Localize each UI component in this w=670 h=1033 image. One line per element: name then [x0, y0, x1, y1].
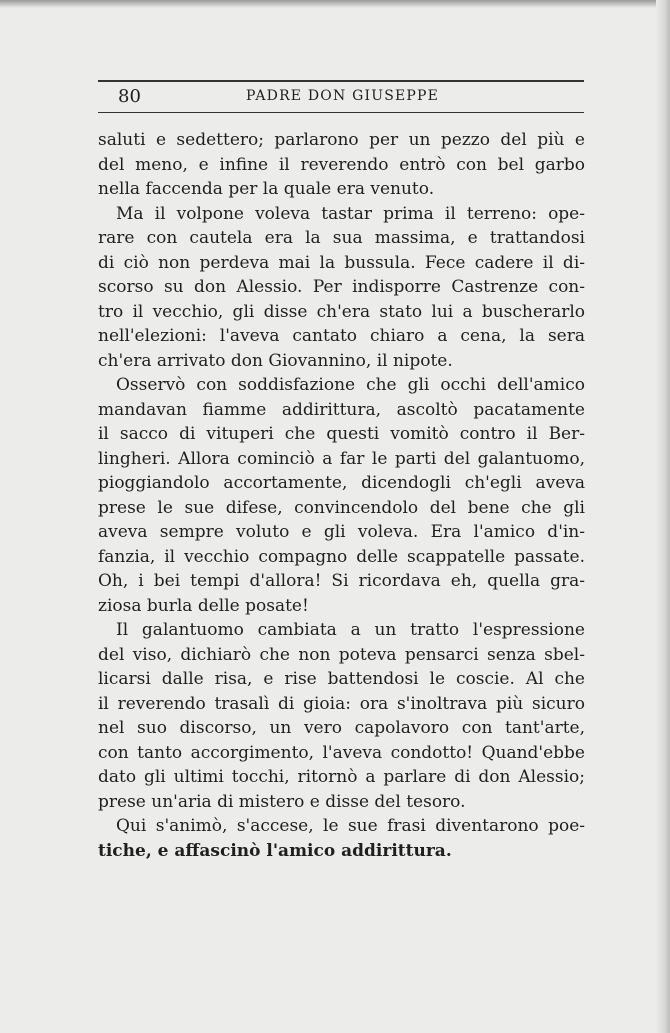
text-line: Osservò con soddisfazione che gli occhi dell'amico	[116, 375, 585, 395]
text-line: scorso su don Alessio. Per indisporre Castrenze con-	[98, 277, 585, 297]
text-line: con tanto accorgimento, l'aveva condotto! Quand'ebbe	[98, 742, 585, 763]
page-top-shadow	[0, 0, 670, 8]
text-line: nella faccenda per la quale era venuto.	[98, 179, 435, 199]
text-line: saluti e sedettero; parlarono per un pezzo del più e	[98, 130, 585, 150]
running-title: PADRE DON GIUSEPPE	[246, 88, 440, 104]
text-line: il sacco di vituperi che questi vomitò contro il Ber-	[98, 424, 585, 444]
text-line: dato gli ultimi tocchi, ritornò a parlare di don Alessio;	[98, 767, 585, 787]
text-line: rare con cautela era la sua massima, e trattandosi	[98, 228, 585, 248]
text-line: pioggiandolo accortamente, dicendogli ch'egli aveva	[98, 473, 585, 493]
text-line: Qui s'animò, s'accese, le sue frasi diventarono poe-	[116, 816, 585, 836]
text-line: il reverendo trasalì di gioia: ora s'inoltrava più sicuro	[98, 693, 585, 714]
text-line: del meno, e infine il reverendo entrò con bel garbo	[98, 154, 585, 175]
text-line: tiche, e affascinò l'amico addirittura.	[98, 840, 452, 861]
text-line: lingheri. Allora cominciò a far le parti del galantuomo,	[98, 448, 585, 469]
text-line: Ma il volpone voleva tastar prima il terreno: ope-	[116, 203, 585, 224]
text-line: nell'elezioni: l'aveva cantato chiaro a cena, la sera	[98, 326, 585, 346]
text-line: prese un'aria di mistero e disse del tesoro.	[98, 791, 466, 812]
header-rule-bottom	[98, 112, 584, 113]
text-line: ch'era arrivato don Giovannino, il nipote.	[98, 350, 453, 371]
text-line: fanzia, il vecchio compagno delle scappatelle passate.	[98, 546, 585, 567]
text-line: licarsi dalle risa, e rise battendosi le coscie. Al che	[98, 669, 585, 689]
text-line: di ciò non perdeva mai la bussula. Fece cadere il di-	[98, 252, 585, 273]
page-header	[98, 80, 584, 120]
text-line: aveva sempre voluto e gli voleva. Era l'amico d'in-	[98, 522, 585, 542]
header-rule-top	[98, 80, 584, 82]
page-number: 80	[118, 86, 141, 107]
text-line: prese le sue difese, convincendolo del bene che gli	[98, 497, 585, 518]
page-right-edge	[656, 0, 670, 1033]
text-line: del viso, dichiarò che non poteva pensarci senza sbel-	[98, 644, 585, 665]
text-line: mandavan fiamme addirittura, ascoltò pacatamente	[98, 399, 585, 420]
text-line: nel suo discorso, un vero capolavoro con tant'arte,	[98, 718, 585, 738]
text-line: ziosa burla delle posate!	[98, 595, 309, 616]
text-line: tro il vecchio, gli disse ch'era stato lui a buscherarlo	[98, 301, 585, 322]
text-line: Il galantuomo cambiata a un tratto l'espressione	[116, 620, 585, 640]
text-line: Oh, i bei tempi d'allora! Si ricordava eh, quella gra-	[98, 571, 585, 591]
body-text	[98, 128, 585, 863]
